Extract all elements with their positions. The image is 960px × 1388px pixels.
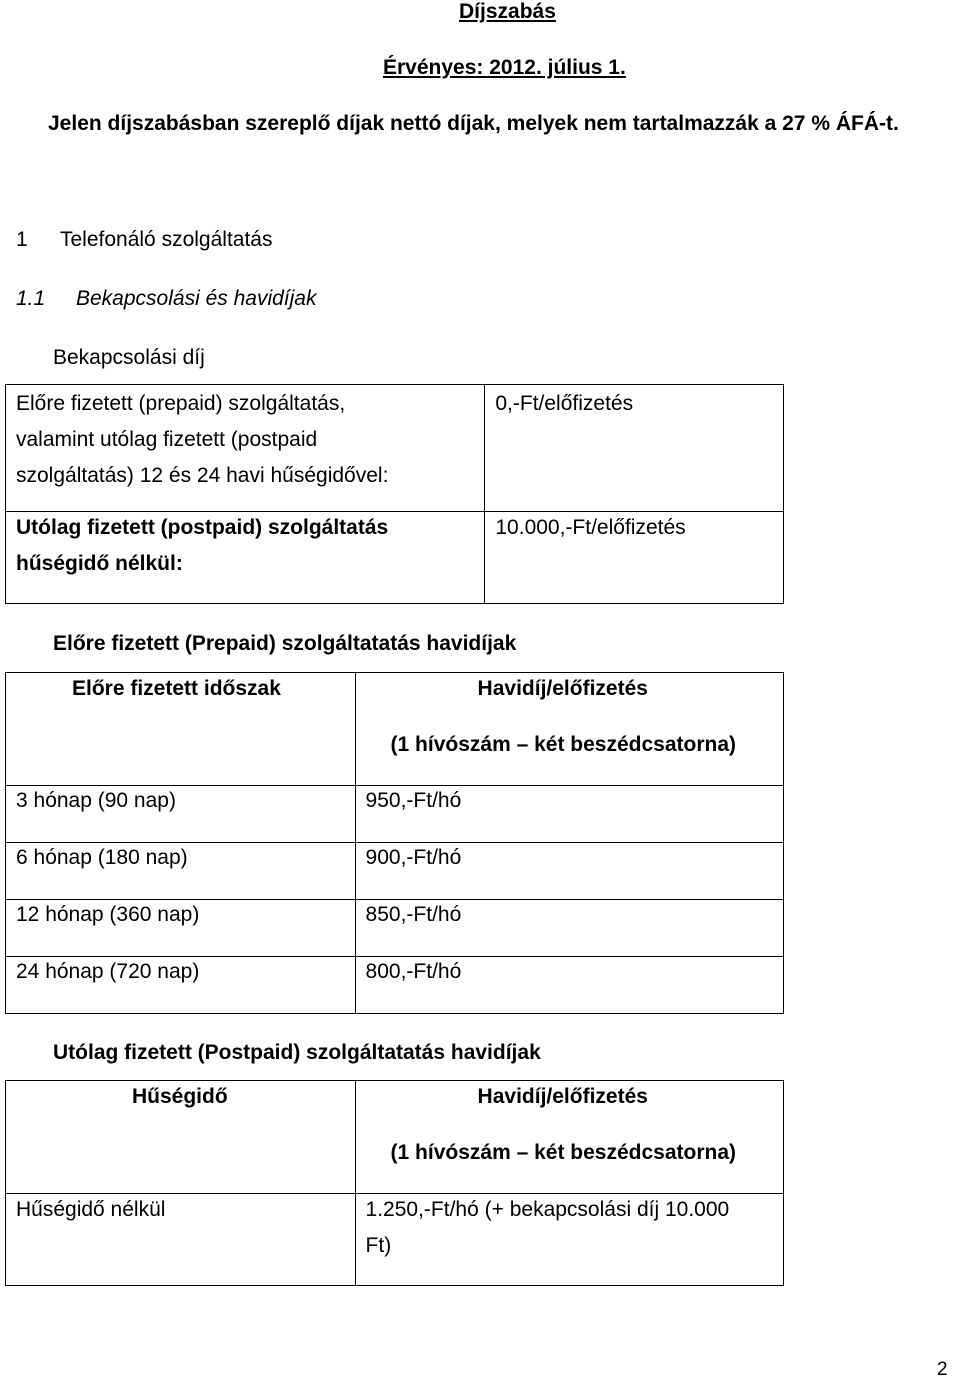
prepaid-col2-sublabel: (1 hívószám – két beszédcsatorna) bbox=[390, 733, 737, 756]
prepaid-table bbox=[5, 672, 784, 1014]
postpaid-col2-label: Havidíj/előfizetés bbox=[477, 1085, 648, 1108]
prepaid-fee: 950,-Ft/hó bbox=[365, 789, 462, 812]
page-title: Díjszabás bbox=[459, 0, 556, 23]
postpaid-header-loyalty bbox=[6, 1081, 356, 1194]
prepaid-period: 3 hónap (90 nap) bbox=[16, 789, 176, 812]
activation-fee-label: Bekapcsolási díj bbox=[53, 346, 205, 369]
prepaid-heading: Előre fizetett (Prepaid) szolgáltatatás havidíjak bbox=[53, 632, 517, 655]
activation-row-label-line: Előre fizetett (prepaid) szolgáltatás, bbox=[16, 392, 346, 415]
postpaid-col2-sublabel: (1 hívószám – két beszédcsatorna) bbox=[390, 1141, 737, 1164]
activation-row-value bbox=[485, 385, 784, 512]
postpaid-period: Hűségidő nélkül bbox=[16, 1198, 166, 1221]
activation-row-label bbox=[6, 512, 485, 604]
page-number: 2 bbox=[937, 1359, 948, 1380]
vat-note: Jelen díjszabásban szereplő díjak nettó díjak, melyek nem tartalmazzák a 27 % ÁFÁ-t. bbox=[48, 112, 899, 135]
validity-date: Érvényes: 2012. július 1. bbox=[383, 56, 626, 79]
activation-row-label-line: szolgáltatás) 12 és 24 havi hűségidővel: bbox=[16, 464, 389, 487]
activation-fee-table bbox=[5, 384, 784, 604]
section-1-1-number: 1.1 bbox=[16, 287, 46, 310]
postpaid-fee-line: Ft) bbox=[365, 1234, 392, 1257]
prepaid-col2-label: Havidíj/előfizetés bbox=[477, 677, 648, 700]
activation-row-label-line: hűségidő nélkül: bbox=[16, 552, 183, 575]
section-1-title: Telefonáló szolgáltatás bbox=[60, 228, 273, 251]
prepaid-period: 12 hónap (360 nap) bbox=[16, 903, 200, 926]
section-1-1-title: Bekapcsolási és havidíjak bbox=[76, 287, 317, 310]
activation-row-value bbox=[485, 512, 784, 604]
table-row bbox=[6, 843, 784, 900]
activation-row-label bbox=[6, 385, 485, 512]
prepaid-period: 6 hónap (180 nap) bbox=[16, 846, 188, 869]
postpaid-header-fee bbox=[355, 1081, 783, 1194]
activation-row-label-line: valamint utólag fizetett (postpaid bbox=[16, 428, 318, 451]
table-row bbox=[6, 957, 784, 1014]
prepaid-col1-label: Előre fizetett időszak bbox=[72, 677, 281, 700]
prepaid-fee: 900,-Ft/hó bbox=[365, 846, 462, 869]
activation-value-text: 10.000,-Ft/előfizetés bbox=[495, 516, 686, 539]
table-row bbox=[6, 900, 784, 957]
table-row bbox=[6, 786, 784, 843]
postpaid-table bbox=[5, 1080, 784, 1286]
activation-value-text: 0,-Ft/előfizetés bbox=[495, 392, 634, 415]
prepaid-period: 24 hónap (720 nap) bbox=[16, 960, 200, 983]
postpaid-fee-line: 1.250,-Ft/hó (+ bekapcsolási díj 10.000 bbox=[365, 1198, 730, 1221]
prepaid-header-period bbox=[6, 673, 356, 786]
postpaid-col1-label: Hűségidő bbox=[132, 1085, 228, 1108]
table-row bbox=[6, 1194, 784, 1286]
prepaid-fee: 850,-Ft/hó bbox=[365, 903, 462, 926]
activation-row-label-line: Utólag fizetett (postpaid) szolgáltatás bbox=[16, 516, 389, 539]
prepaid-fee: 800,-Ft/hó bbox=[365, 960, 462, 983]
section-1-number: 1 bbox=[16, 228, 28, 251]
prepaid-header-fee bbox=[355, 673, 783, 786]
postpaid-heading: Utólag fizetett (Postpaid) szolgáltatatás havidíjak bbox=[53, 1041, 541, 1064]
